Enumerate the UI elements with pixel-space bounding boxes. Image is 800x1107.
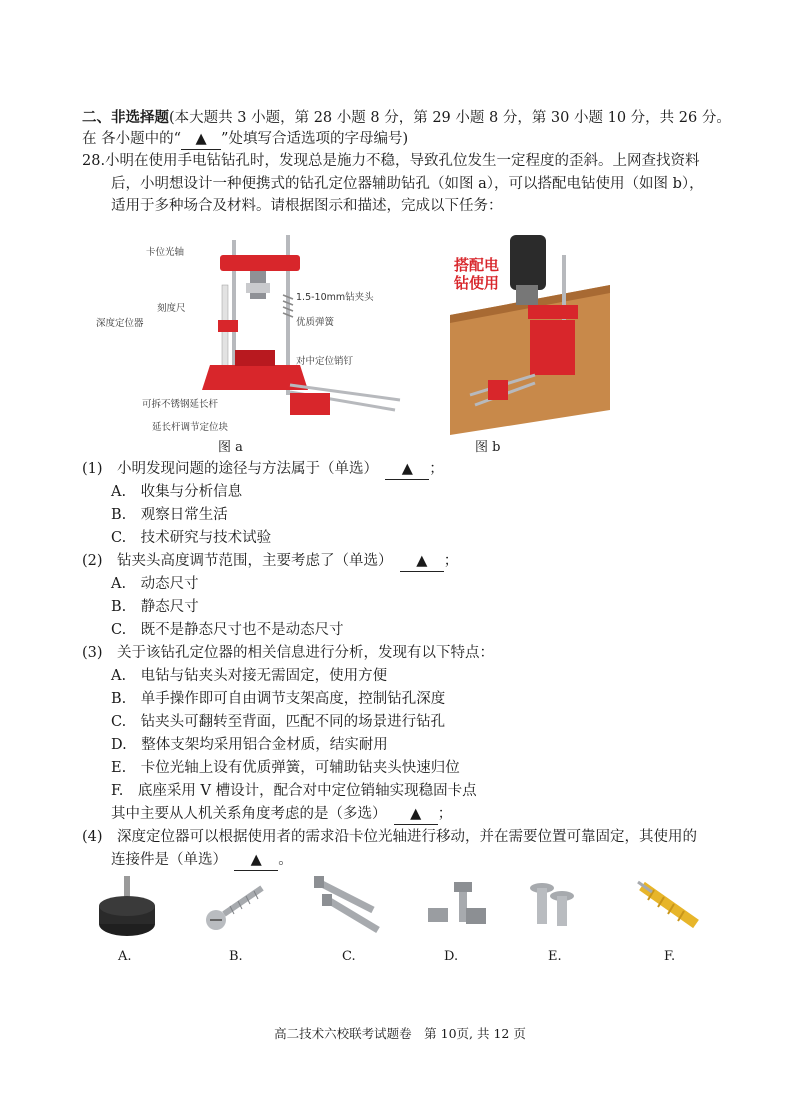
q3-tail: [111, 804, 452, 825]
part-e-rivet-icon: [522, 878, 582, 938]
part-label-c: C.: [342, 949, 356, 964]
q4-answer-blank[interactable]: ▲: [234, 850, 278, 871]
part-b-screw-icon: [200, 880, 270, 940]
page-footer: 高二技术六校联考试题卷 第 10页, 共 12 页: [274, 1026, 526, 1041]
q3-tail-text: 其中主要从人机关系角度考虑的是（多选）: [111, 806, 380, 822]
label-chuck: 1.5-10mm钻夹头: [296, 292, 374, 303]
q2-option-b: B. 静态尺寸: [111, 599, 199, 615]
q2-option-c: C. 既不是静态尺寸也不是动态尺寸: [111, 622, 344, 638]
part-label-d: D.: [444, 949, 459, 964]
part-label-b: B.: [229, 949, 243, 964]
q2-stem: [82, 551, 458, 572]
q4-line-2-text: 连接件是（单选）: [111, 852, 220, 868]
q3-stem: (3) 关于该钻孔定位器的相关信息进行分析，发现有以下特点：: [82, 645, 495, 661]
part-label-f: F.: [664, 949, 676, 964]
q3-option-f: F. 底座采用 V 槽设计，配合对中定位销轴实现稳固卡点: [111, 783, 477, 799]
figure-b-caption: 图 b: [475, 440, 501, 455]
q1-stem: [82, 459, 444, 480]
badge-line-2: 钻使用: [454, 274, 500, 292]
q3-option-a: A. 电钻与钻夹头对接无需固定，使用方便: [111, 668, 388, 684]
q3-option-e: E. 卡位光轴上设有优质弹簧，可辅助钻夹头快速归位: [111, 760, 460, 776]
label-guide-rod: 卡位光轴: [146, 247, 185, 258]
figure-a-drill-guide: [190, 225, 420, 435]
instruction-part-b: ”处填写合适选项的字母编号): [221, 131, 409, 147]
q4-line-1: (4) 深度定位器可以根据使用者的需求沿卡位光轴进行移动，并在需要位置可靠固定，其使用的: [82, 829, 698, 845]
q1-stem-text: (1) 小明发现问题的途径与方法属于（单选）: [82, 461, 371, 477]
q3-end: ；: [437, 806, 453, 822]
part-label-e: E.: [548, 949, 562, 964]
section-heading-rest: (本大题共 3 小题，第 28 小题 8 分，第 29 小题 8 分，第 30 小题 10 分，共 26 分。: [169, 110, 731, 126]
q4-line-2: [111, 850, 293, 871]
part-label-a: A.: [118, 949, 132, 964]
section-heading: [82, 108, 731, 128]
problem-line-2: 后，小明想设计一种便携式的钻孔定位器辅助钻孔（如图 a），可以搭配电钻使用（如图 b），: [111, 176, 704, 192]
label-spring: 优质弹簧: [296, 317, 335, 328]
q1-end: ；: [429, 461, 444, 477]
q1-option-c: C. 技术研究与技术试验: [111, 530, 272, 546]
q3-answer-blank[interactable]: ▲: [394, 804, 438, 825]
instruction-mark: ▲: [181, 129, 221, 150]
label-scale: 刻度尺: [157, 303, 186, 314]
label-extension-rod: 可拆不锈钢延长杆: [142, 399, 219, 410]
part-c-expansion-bolt-icon: [308, 872, 388, 942]
q3-option-c: C. 钻夹头可翻转至背面，匹配不同的场景进行钻孔: [111, 714, 446, 730]
figure-a-caption: 图 a: [218, 440, 243, 455]
q4-end: 。: [278, 852, 293, 868]
badge-line-1: 搭配电: [454, 256, 500, 274]
part-f-wall-anchor-icon: [634, 876, 704, 936]
q2-stem-text: (2) 钻夹头高度调节范围，主要考虑了（单选）: [82, 553, 386, 569]
label-adjust-block: 延长杆调节定位块: [152, 422, 229, 433]
part-a-knob-icon: [92, 872, 162, 942]
q2-option-a: A. 动态尺寸: [111, 576, 199, 592]
q1-option-a: A. 收集与分析信息: [111, 484, 243, 500]
q1-option-b: B. 观察日常生活: [111, 507, 228, 523]
problem-line-3: 适用于多种场合及材料。请根据图示和描述，完成以下任务：: [111, 198, 503, 214]
q2-answer-blank[interactable]: ▲: [400, 551, 444, 572]
problem-line-1: 28.小明在使用手电钻钻孔时，发现总是施力不稳，导致孔位发生一定程度的歪斜。上网查找资料: [82, 153, 700, 169]
q2-end: ；: [443, 553, 459, 569]
q1-answer-blank[interactable]: ▲: [385, 459, 429, 480]
section-heading-bold: 二、非选择题: [82, 109, 169, 126]
part-d-bolt-nut-icon: [422, 878, 492, 938]
instruction-part-a: 在 各小题中的“: [82, 131, 182, 147]
section-instruction: [82, 129, 408, 150]
figure-b-badge: [454, 256, 499, 292]
q3-option-d: D. 整体支架均采用铝合金材质，结实耐用: [111, 737, 388, 753]
label-center-pin: 对中定位销钉: [296, 356, 354, 367]
label-depth-locator: 深度定位器: [96, 318, 144, 329]
q3-option-b: B. 单手操作即可自由调节支架高度，控制钻孔深度: [111, 691, 446, 707]
